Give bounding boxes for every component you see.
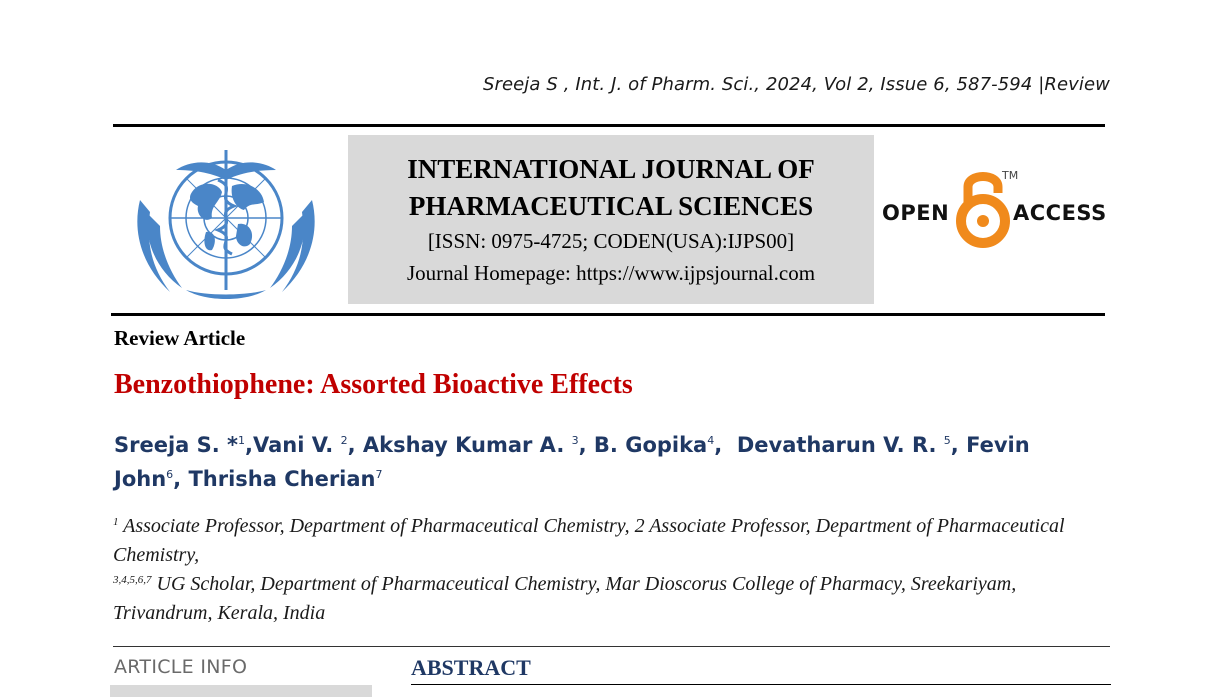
author-name: Fevin John	[114, 433, 1030, 491]
article-info-heading: ARTICLE INFO	[114, 656, 248, 678]
author-affiliation-number: 3	[571, 434, 579, 447]
author-name: Thrisha Cherian	[188, 467, 376, 491]
affiliation-number: 3,4,5,6,7	[113, 574, 152, 586]
masthead-bottom-rule	[111, 313, 1105, 316]
open-access-access-text: ACCESS	[1013, 201, 1107, 225]
affiliation-1	[113, 512, 1073, 570]
trademark-mark: TM	[1002, 169, 1019, 182]
journal-globe-logo	[126, 140, 326, 306]
affiliation-number: 1	[113, 516, 119, 528]
author-name: Sreeja S. *	[114, 433, 239, 457]
author-affiliation-number: 4	[707, 434, 715, 447]
author-separator: ,	[245, 433, 254, 457]
journal-issn: [ISSN: 0975-4725; CODEN(USA):IJPS00]	[427, 229, 795, 253]
affiliation-text: UG Scholar, Department of Pharmaceutical Chemistry, Mar Dioscorus College of Pharmacy, Sreekariyam, Trivandrum, Kerala, India	[113, 573, 1017, 624]
journal-homepage: Journal Homepage: https://www.ijpsjournal.com	[406, 261, 816, 285]
running-header: Sreeja S , Int. J. of Pharm. Sci., 2024, Vol 2, Issue 6, 587-594 |Review	[482, 74, 1110, 95]
author-affiliation-number: 6	[166, 468, 174, 481]
author-name: Akshay Kumar A.	[362, 433, 572, 457]
author-name: B. Gopika	[593, 433, 708, 457]
author-separator: ,	[950, 433, 967, 457]
author-list	[114, 428, 1064, 496]
author-separator: ,	[714, 433, 737, 457]
author-affiliations	[113, 512, 1073, 628]
top-rule	[113, 124, 1105, 127]
author-separator: ,	[347, 433, 363, 457]
affiliation-2	[113, 570, 1073, 628]
abstract-rule	[411, 684, 1111, 685]
author-affiliation-number: 1	[238, 434, 246, 447]
journal-title-line-1: INTERNATIONAL JOURNAL OF	[407, 154, 815, 184]
abstract-heading: ABSTRACT	[411, 655, 531, 680]
journal-masthead	[348, 135, 874, 304]
author-affiliation-number: 5	[943, 434, 951, 447]
article-type: Review Article	[114, 326, 246, 350]
article-info-box	[110, 685, 372, 697]
author-name: Devatharun V. R.	[736, 433, 944, 457]
article-title: Benzothiophene: Assorted Bioactive Effects	[114, 369, 633, 400]
affiliation-text: Associate Professor, Department of Pharmaceutical Chemistry, 2 Associate Professor, Department of Pharmaceutical Chemistry,	[113, 515, 1065, 566]
journal-title-line-2: PHARMACEUTICAL SCIENCES	[408, 191, 814, 221]
author-separator: ,	[173, 467, 189, 491]
author-separator: ,	[578, 433, 594, 457]
author-affiliation-number: 2	[340, 434, 348, 447]
author-affiliation-number: 7	[375, 468, 383, 481]
open-access-open-text: OPEN	[882, 201, 950, 225]
author-name: Vani V.	[253, 433, 341, 457]
section-divider	[113, 646, 1110, 647]
open-access-logo	[880, 165, 1110, 255]
